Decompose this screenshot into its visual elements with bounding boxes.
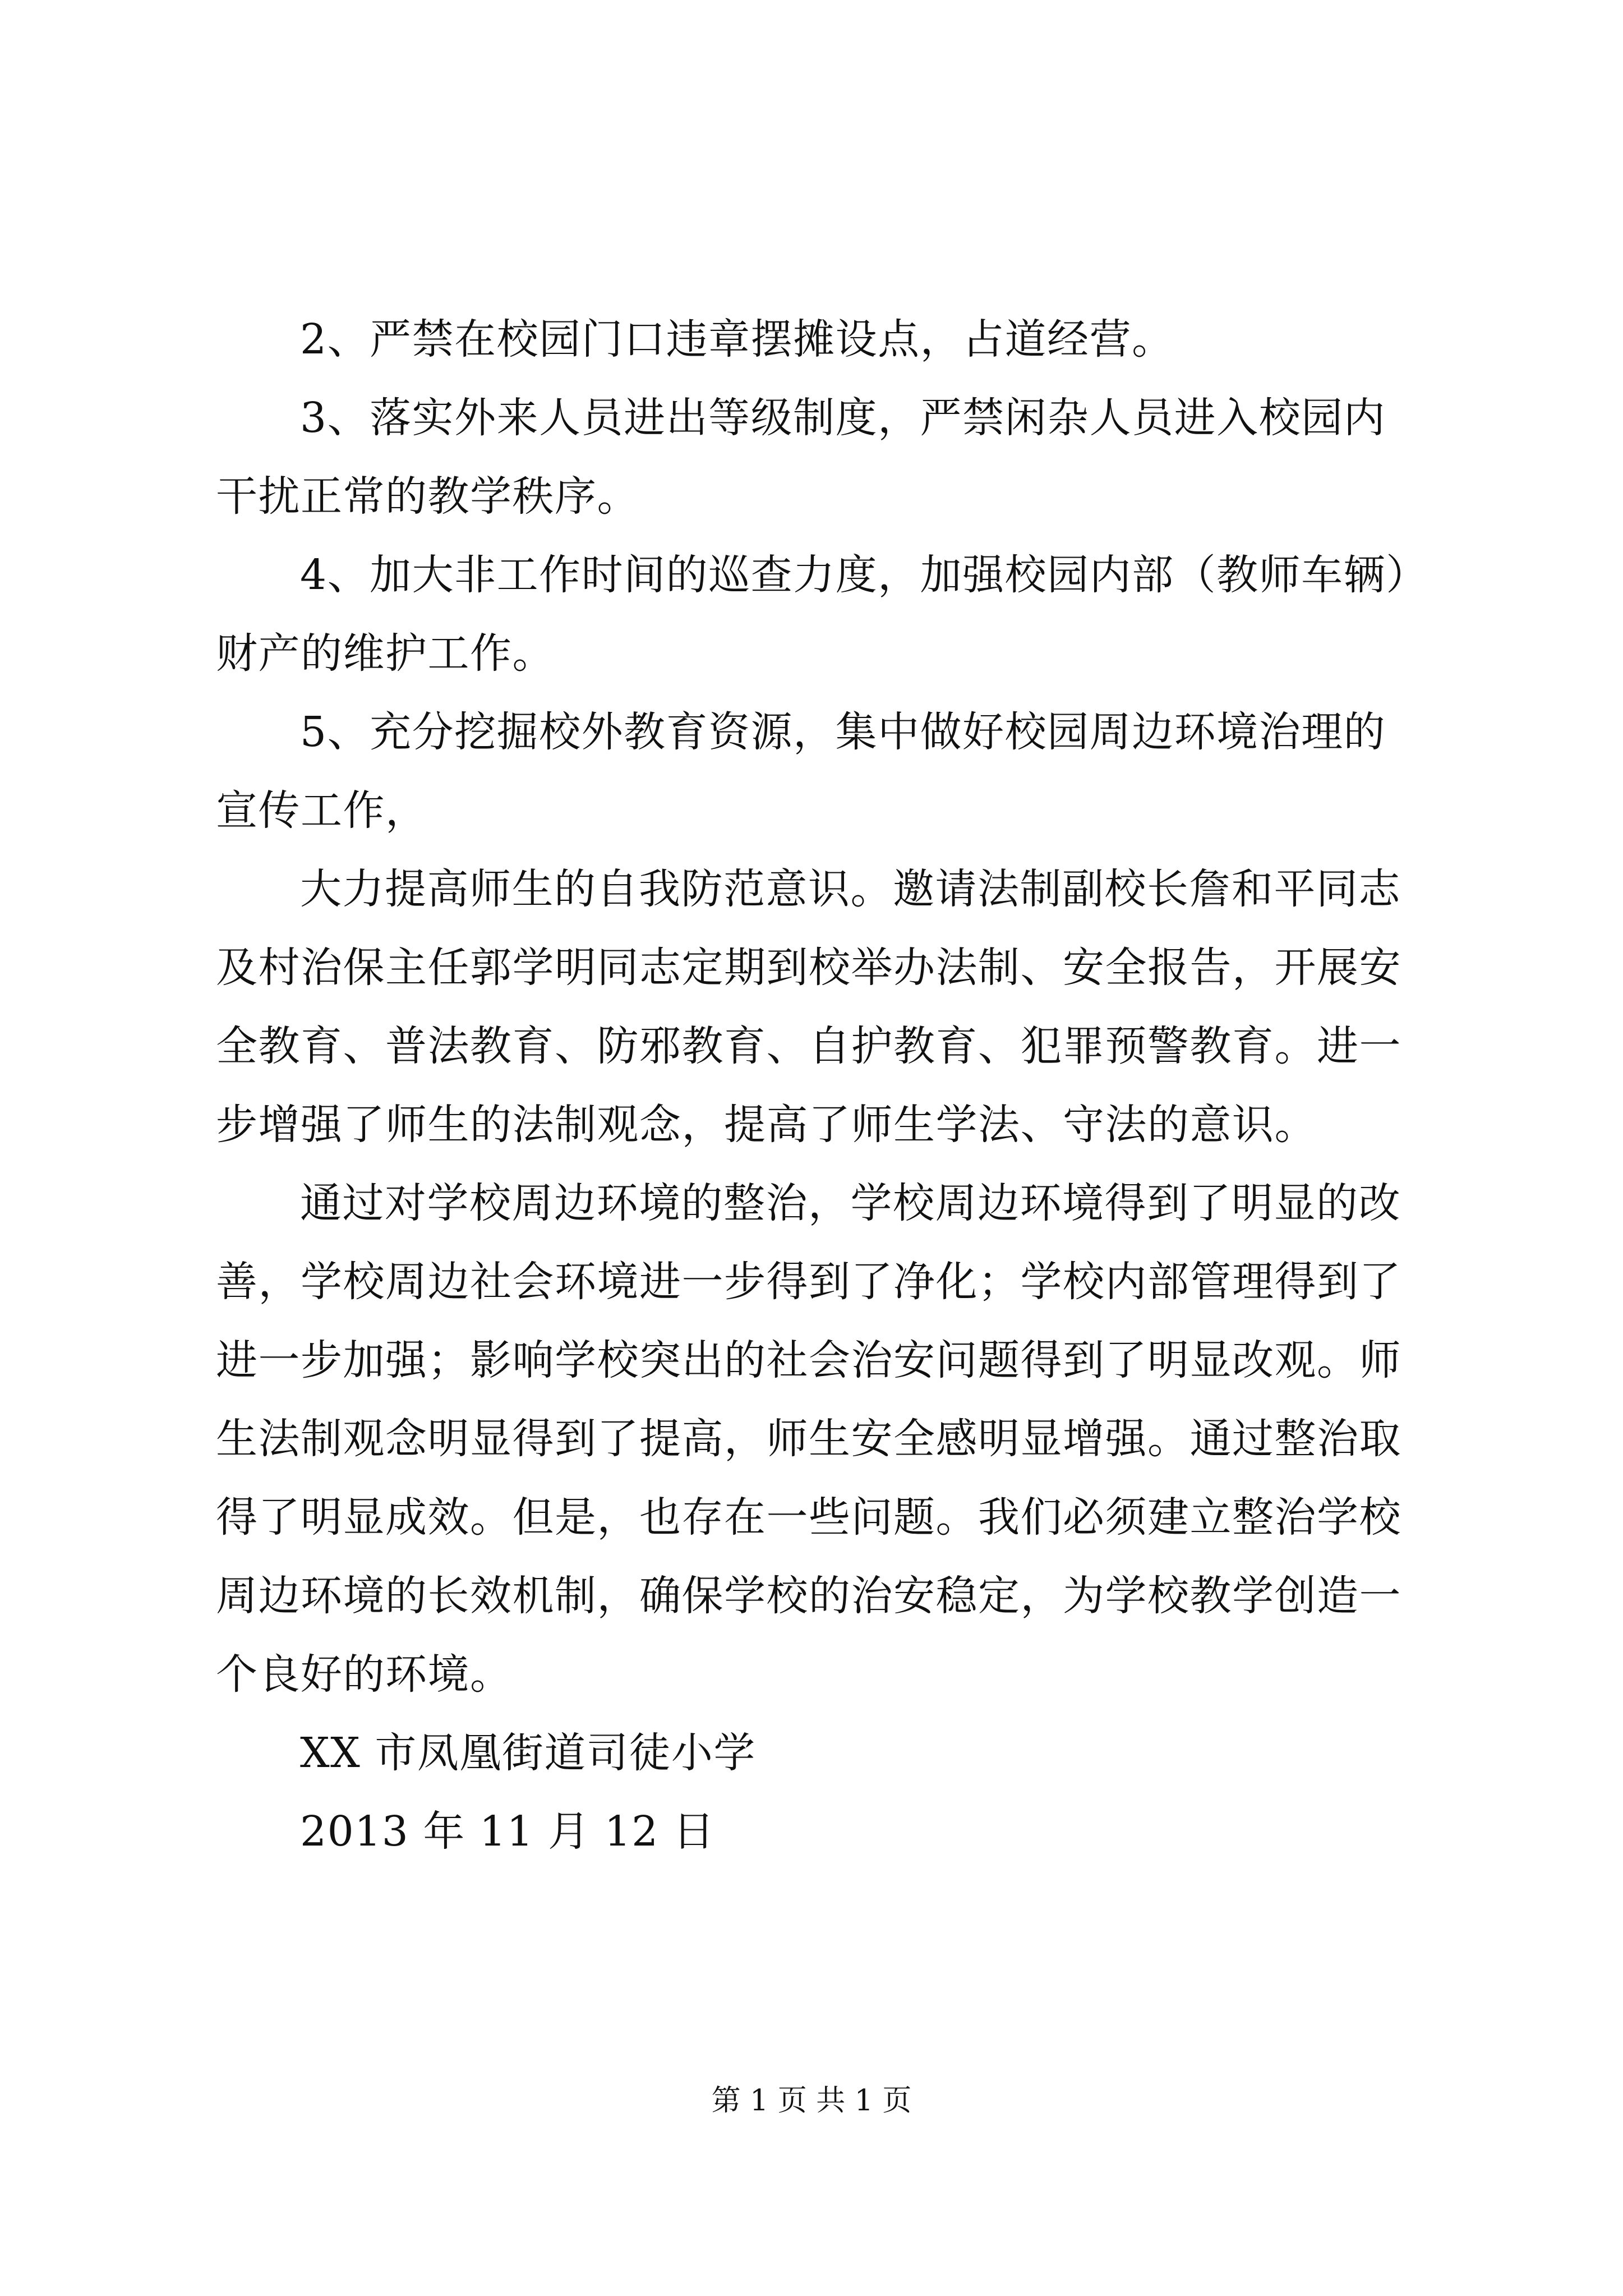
paragraph-awareness-line-2: 及村治保主任郭学明同志定期到校举办法制、安全报告，开展安 <box>216 944 1401 992</box>
signature-organization: XX 市凤凰街道司徒小学 <box>300 1729 756 1777</box>
paragraph-summary-line-7: 个良好的环境。 <box>216 1650 513 1699</box>
paragraph-item-3-line-1: 3、落实外来人员进出等级制度，严禁闲杂人员进入校园内 <box>300 394 1386 442</box>
paragraph-item-4-line-1: 4、加大非工作时间的巡查力度，加强校园内部（教师车辆） <box>300 551 1428 599</box>
paragraph-item-3-line-2: 干扰正常的教学秩序。 <box>216 472 639 521</box>
paragraph-awareness-line-4: 步增强了师生的法制观念，提高了师生学法、守法的意识。 <box>216 1101 1317 1149</box>
paragraph-summary-line-5: 得了明显成效。但是，也存在一些问题。我们必须建立整治学校 <box>216 1493 1401 1542</box>
paragraph-summary-line-2: 善，学校周边社会环境进一步得到了净化；学校内部管理得到了 <box>216 1258 1401 1306</box>
paragraph-summary-line-3: 进一步加强；影响学校突出的社会治安问题得到了明显改观。师 <box>216 1336 1401 1384</box>
paragraph-awareness-line-1: 大力提高师生的自我防范意识。邀请法制副校长詹和平同志 <box>300 865 1401 913</box>
paragraph-summary-line-4: 生法制观念明显得到了提高，师生安全感明显增强。通过整治取 <box>216 1415 1401 1463</box>
paragraph-item-5-line-1: 5、充分挖掘校外教育资源，集中做好校园周边环境治理的 <box>300 708 1386 756</box>
paragraph-item-5-line-2: 宣传工作， <box>216 786 428 835</box>
paragraph-summary-line-6: 周边环境的长效机制，确保学校的治安稳定，为学校教学创造一 <box>216 1572 1401 1620</box>
paragraph-item-2: 2、严禁在校园门口违章摆摊设点，占道经营。 <box>300 315 1174 364</box>
page-number-footer: 第 1 页 共 1 页 <box>711 2084 912 2118</box>
paragraph-item-4-line-2: 财产的维护工作。 <box>216 629 555 678</box>
paragraph-summary-line-1: 通过对学校周边环境的整治，学校周边环境得到了明显的改 <box>300 1179 1401 1227</box>
paragraph-awareness-line-3: 全教育、普法教育、防邪教育、自护教育、犯罪预警教育。进一 <box>216 1022 1401 1070</box>
signature-date: 2013 年 11 月 12 日 <box>300 1807 716 1856</box>
